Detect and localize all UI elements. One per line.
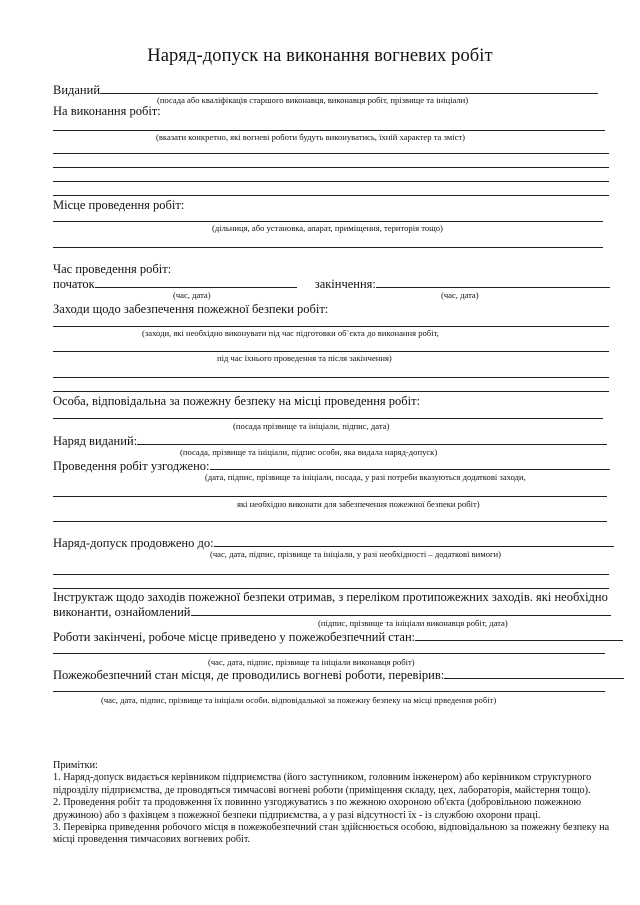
measures-hint-1: (заходи, які необхідно виконувати під час підготовки об`єкта до виконання робіт, (142, 328, 439, 338)
notes-section (53, 760, 613, 847)
time-start-label: початок (53, 277, 95, 291)
extended-line-2[interactable] (53, 574, 609, 575)
note-item-1: 1. Наряд-допуск видається керівником підприємства (його заступником, головним інженером) або керівником структурного підрозділу підприємства, де проводяться тимчасові вогневі роботи (приміщення складу, цех, лабораторія, майстерня тощо). (53, 772, 592, 796)
issued-label: Виданий (53, 83, 101, 97)
agreed-field[interactable] (210, 458, 610, 470)
notes-heading: Примітки: (53, 760, 98, 771)
to-perform-line-3[interactable] (53, 167, 609, 168)
briefing-field[interactable] (191, 604, 611, 616)
place-line-2[interactable] (53, 247, 603, 248)
order-issued-field[interactable] (137, 433, 607, 445)
to-perform-line-2[interactable] (53, 153, 609, 154)
agreed-line-3[interactable] (53, 521, 607, 522)
place-field[interactable] (53, 221, 603, 222)
time-end-label: закінчення: (314, 277, 376, 291)
agreed-hint-1: (дата, підпис, прізвище та ініціали, посада, у разі потреби вказуються додаткові заходи, (205, 472, 526, 482)
completed-field[interactable] (415, 629, 623, 641)
to-perform-label: На виконання робіт: (53, 104, 161, 118)
briefing-line-2: виконанти, ознайомлений (53, 605, 191, 619)
time-row (53, 276, 610, 291)
order-issued-row (53, 433, 607, 448)
checked-line-2[interactable] (53, 691, 605, 692)
measures-line-2[interactable] (53, 351, 609, 352)
extended-row (53, 535, 614, 550)
agreed-label: Проведення робіт узгоджено: (53, 459, 210, 473)
extended-hint: (час, дата, підпис, прізвище та ініціали, у разі необхідності – додаткові вимоги) (210, 549, 501, 559)
order-issued-hint: (посада, прізвище та ініціали, підпис особи, яка видала наряд-допуск) (180, 447, 438, 457)
to-perform-field[interactable] (53, 130, 605, 131)
completed-row (53, 629, 623, 644)
agreed-hint-2: які необхідно виконати для забезпечення пожежної безпеки робіт) (237, 499, 480, 509)
measures-line-4[interactable] (53, 391, 609, 392)
order-issued-label: Наряд виданий: (53, 434, 138, 448)
extended-label: Наряд-допуск продовжено до: (53, 536, 214, 550)
time-start-field[interactable] (95, 276, 297, 288)
to-perform-line-4[interactable] (53, 181, 609, 182)
checked-label: Пожежобезпечний стан місця, де проводились вогневі роботи, перевірив: (53, 668, 445, 682)
extended-field[interactable] (214, 535, 614, 547)
place-hint: (дільниця, або установка, апарат, приміщення, територія тощо) (212, 223, 443, 233)
checked-row (53, 667, 624, 682)
completed-line-2[interactable] (53, 653, 605, 654)
time-start-hint: (час, дата) (173, 290, 211, 300)
responsible-field[interactable] (53, 418, 603, 419)
time-end-field[interactable] (376, 276, 610, 288)
to-perform-line-5[interactable] (53, 195, 609, 196)
briefing-row (53, 604, 611, 619)
checked-hint: (час, дата, підпис, прізвище та ініціали особи. відповідальної за пожежну безпеку на місці прведення робіт) (101, 695, 497, 705)
responsible-hint: (посада прізвище та ініціали, підпис, дата) (233, 421, 390, 431)
time-end-hint: (час, дата) (441, 290, 479, 300)
measures-label: Заходи щодо забезпечення пожежної безпеки робіт: (53, 302, 329, 316)
completed-label: Роботи закінчені, робоче місце приведено у пожежобезпечний стан: (53, 630, 416, 644)
issued-hint: (посада або кваліфікація старшого виконавця, виконавця робіт, прізвище та ініціали) (157, 95, 469, 105)
completed-hint: (час, дата, підпис, прізвище та ініціали виконавця робіт) (208, 657, 415, 667)
briefing-hint: (підпис, прізвище та ініціали виконавця робіт, дата) (318, 618, 508, 628)
responsible-label: Особа, відповідальна за пожежну безпеку на місці проведення робіт: (53, 394, 421, 408)
measures-line-3[interactable] (53, 377, 609, 378)
measures-hint-2: під час їхнього проведення та після закінчення) (217, 353, 392, 363)
issued-field[interactable] (100, 82, 598, 94)
note-item-3: 3. Перевірка приведення робочого місця в пожежобезпечний стан здійснюється особою, відповідальною за пожежну безпеку на місці проведення тимчасових вогневих робіт. (53, 822, 610, 846)
document-title: Наряд-допуск на виконання вогневих робіт (147, 46, 493, 66)
briefing-line-1: Інструктаж щодо заходів пожежної безпеки отримав, з переліком протипожежних заходів. які необхідно (53, 590, 608, 604)
place-label: Місце проведення робіт: (53, 198, 185, 212)
time-label: Час проведення робіт: (53, 262, 172, 276)
agreed-row (53, 458, 610, 473)
to-perform-hint: (вказати конкретно, які вогневі роботи будуть виконуватись, їхній характер та зміст) (156, 132, 466, 142)
measures-field[interactable] (53, 326, 609, 327)
checked-field[interactable] (444, 667, 624, 679)
extended-line-3[interactable] (53, 588, 609, 589)
note-item-2: 2. Проведення робіт та продовження їх повинно узгоджуватись з по жежною охороною об'єкта (добровільною пожежною дружиною) або з фахівцем з пожежної безпеки підприємства, а у разі відсутності їх - із службою охорони праці. (53, 797, 582, 821)
agreed-line-2[interactable] (53, 496, 607, 497)
